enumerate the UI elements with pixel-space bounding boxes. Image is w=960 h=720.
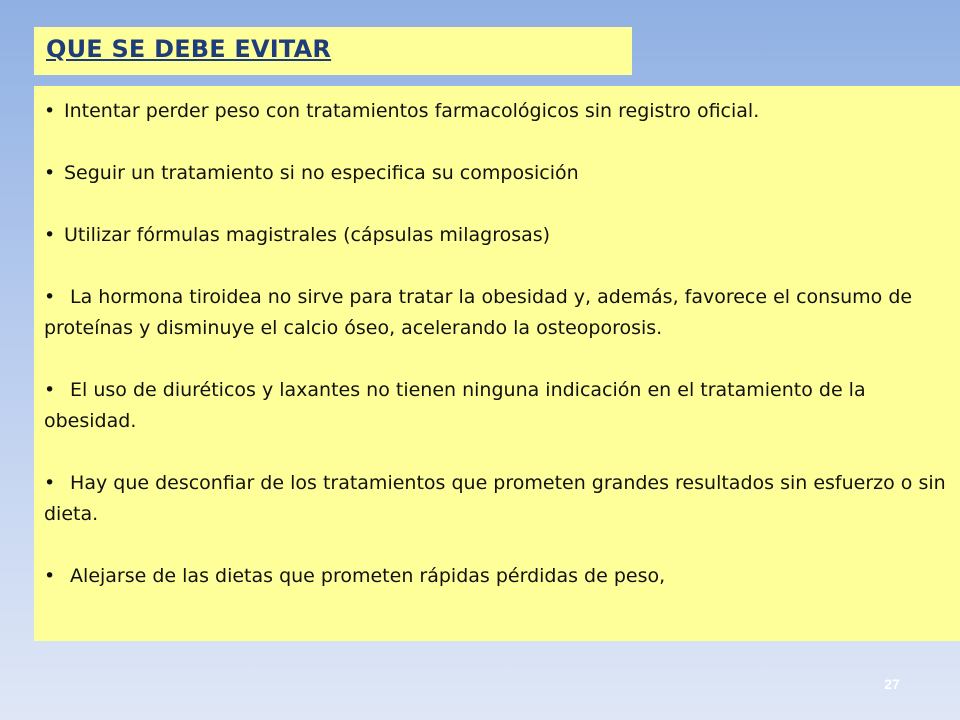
content-box: [34, 86, 960, 641]
title-box: [34, 27, 632, 75]
bullet-item: [44, 375, 950, 437]
bullet-dot: •: [44, 565, 56, 587]
bullet-dot: •: [44, 224, 56, 246]
bullet-item: [44, 158, 950, 189]
bullet-item: [44, 561, 950, 592]
slide-title: QUE SE DEBE EVITAR: [46, 35, 332, 63]
bullet-item: [44, 220, 950, 251]
bullet-item: [44, 468, 950, 530]
bullet-list: [44, 96, 950, 623]
bullet-dot: •: [44, 379, 56, 401]
bullet-dot: •: [44, 286, 56, 308]
bullet-text: Intentar perder peso con tratamientos farmacológicos sin registro oficial.: [64, 100, 760, 122]
bullet-dot: •: [44, 100, 56, 122]
bullet-text: Seguir un tratamiento si no especifica su composición: [64, 162, 579, 184]
bullet-dot: •: [44, 162, 56, 184]
bullet-text: Alejarse de las dietas que prometen rápidas pérdidas de peso,: [64, 565, 666, 587]
bullet-item: [44, 96, 950, 127]
bullet-text: Utilizar fórmulas magistrales (cápsulas milagrosas): [64, 224, 551, 246]
bullet-item: [44, 282, 950, 344]
bullet-text: El uso de diuréticos y laxantes no tienen ninguna indicación en el tratamiento de la obesidad.: [44, 379, 866, 432]
bullet-text: Hay que desconfiar de los tratamientos que prometen grandes resultados sin esfuerzo o sin dieta.: [44, 472, 946, 525]
slide-number: 27: [884, 676, 900, 692]
bullet-dot: •: [44, 472, 56, 494]
bullet-text: La hormona tiroidea no sirve para tratar la obesidad y, además, favorece el consumo de proteínas y disminuye el calcio óseo, acelerando la osteoporosis.: [44, 286, 913, 339]
